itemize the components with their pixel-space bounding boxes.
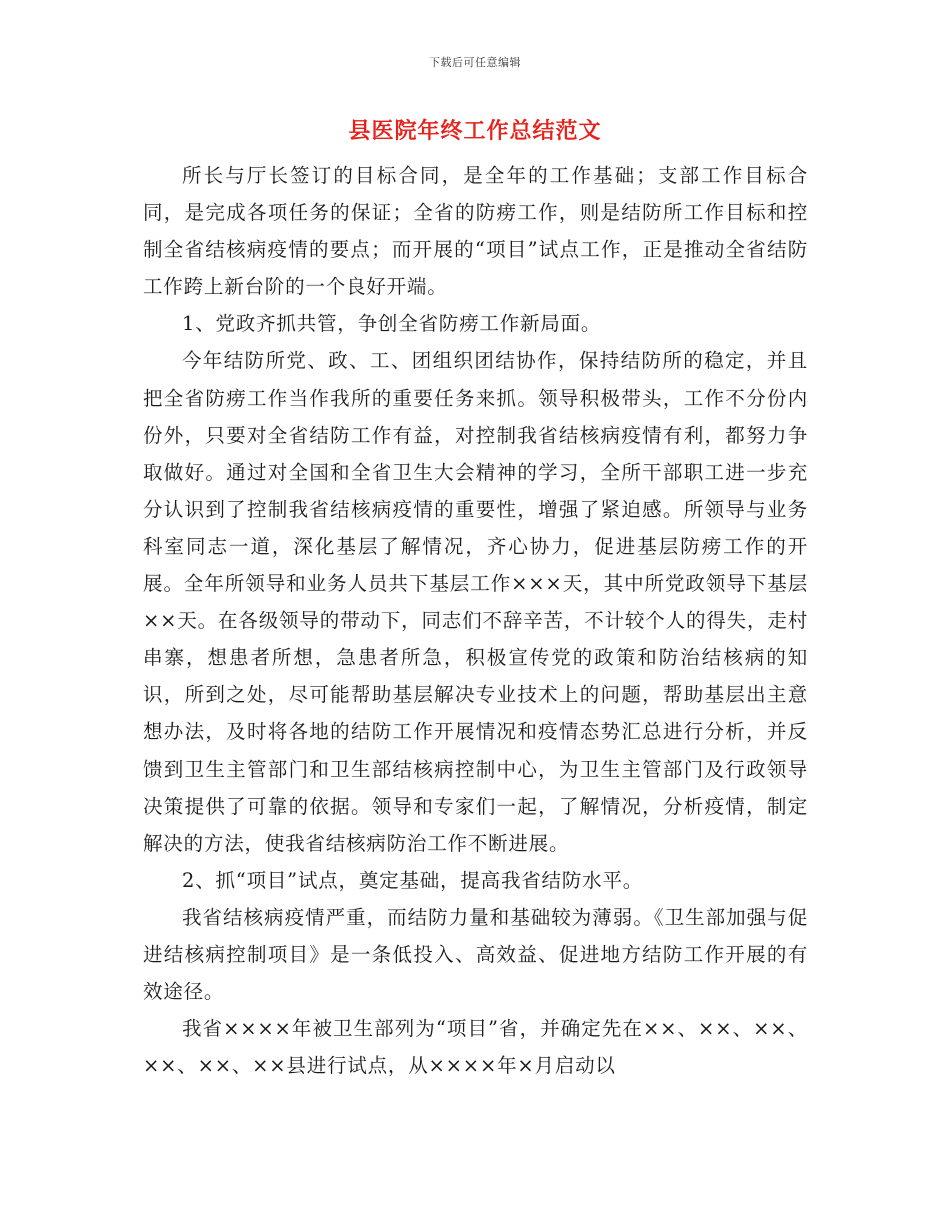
paragraph-section-2a: 我省结核病疫情严重，而结防力量和基础较为薄弱。《卫生部加强与促进结核病控制项目》是一条低投入、高效益、促进地方结防工作开展的有效途径。 — [143, 905, 808, 1004]
section-heading-1: 1、党政齐抓共管，争创全省防痨工作新局面。 — [182, 312, 602, 336]
paragraph-intro: 所长与厅长签订的目标合同，是全年的工作基础；支部工作目标合同，是完成各项任务的保证；全省的防痨工作，则是结防所工作目标和控制全省结核病疫情的要点；而开展的“项目”试点工作，正是推动全省结防工作跨上新台阶的一个良好开端。 — [143, 164, 808, 299]
paragraph-section-2b: 我省××××年被卫生部列为“项目”省，并确定先在××、××、××、××、××、××县进行试点，从××××年×月启动以 — [143, 1017, 808, 1078]
download-note: 下载后可任意编辑 — [429, 56, 521, 69]
section-heading-2: 2、抓“项目”试点，奠定基础，提高我省结防水平。 — [182, 868, 644, 892]
document-body — [143, 157, 808, 1084]
paragraph-section-1: 今年结防所党、政、工、团组织团结协作，保持结防所的稳定，并且把全省防痨工作当作我所的重要任务来抓。领导积极带头，工作不分份内份外，只要对全省结防工作有益，对控制我省结核病疫情有利，都努力争取做好。通过对全国和全省卫生大会精神的学习，全所干部职工进一步充分认识到了控制我省结核病疫情的重要性，增强了紧迫感。所领导与业务科室同志一道，深化基层了解情况，齐心协力，促进基层防痨工作的开展。全年所领导和业务人员共下基层工作×××天，其中所党政领导下基层××天。在各级领导的带动下，同志们不辞辛苦，不计较个人的得失，走村串寨，想患者所想，急患者所急，积极宣传党的政策和防治结核病的知识，所到之处，尽可能帮助基层解决专业技术上的问题，帮助基层出主意想办法，及时将各地的结防工作开展情况和疫情态势汇总进行分析，并反馈到卫生主管部门和卫生部结核病控制中心，为卫生主管部门及行政领导决策提供了可靠的依据。领导和专家们一起，了解情况，分析疫情，制定解决的方法，使我省结核病防治工作不断进展。 — [143, 349, 808, 855]
document-title: 县医院年终工作总结范文 — [348, 118, 602, 144]
